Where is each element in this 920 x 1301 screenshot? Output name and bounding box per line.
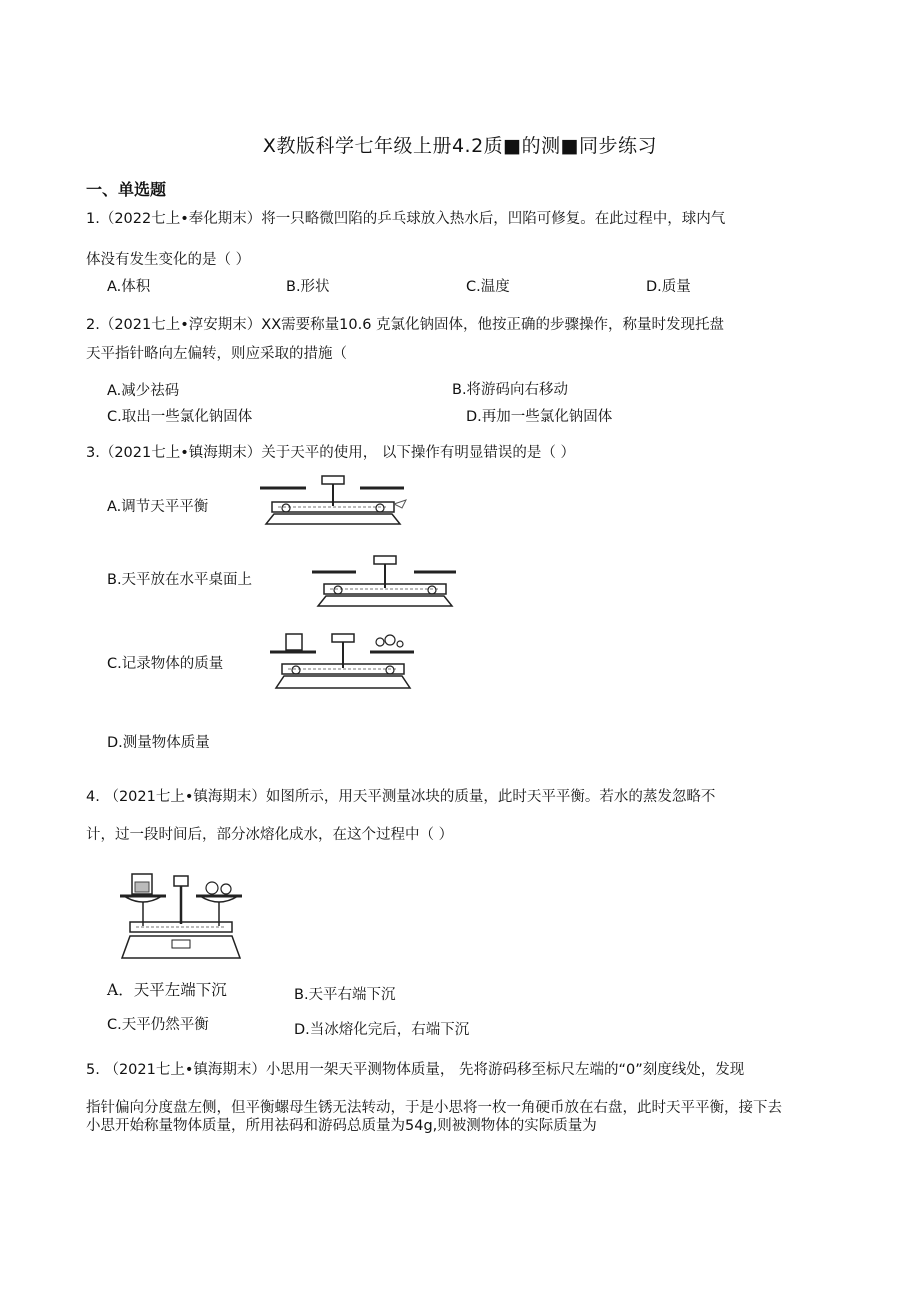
balance-illustration-b	[310, 550, 460, 610]
q4-option-d: D.当冰熔化完后，右端下沉	[294, 1022, 470, 1038]
q1-option-b: B.形状	[286, 279, 330, 295]
q4-option-c: C.天平仍然平衡	[107, 1017, 209, 1033]
balance-illustration-a	[258, 472, 408, 528]
page-title: X教版科学七年级上册4.2质■的测■同步练习	[262, 135, 658, 157]
q2-option-a: A.减少祛码	[107, 383, 180, 399]
q3-option-a: A.调节天平平衡	[107, 499, 209, 515]
q1-option-a: A.体积	[107, 279, 151, 295]
q3-option-c: C.记录物体的质量	[107, 656, 224, 672]
q3-option-d: D.测量物体质量	[107, 735, 210, 751]
q1-stem-line1: 1.（2022七上•奉化期末）将一只略微凹陷的乒乓球放入热水后，凹陷可修复。在此过程中，球内气	[86, 211, 726, 227]
balance-illustration-q4	[116, 866, 246, 966]
q2-stem-line2: 天平指针略向左偏转，则应采取的措施（	[86, 346, 347, 362]
q4-stem-line2: 计，过一段时间后，部分冰熔化成水，在这个过程中（ ）	[86, 827, 454, 843]
q2-option-c: C.取出一些氯化钠固体	[107, 409, 253, 425]
q5-stem-line1: 5. （2021七上•镇海期末）小思用一架天平测物体质量， 先将游码移至标尺左端的“0”刻度线处，发现	[86, 1062, 745, 1078]
q5-stem-line2: 指针偏向分度盘左侧，但平衡螺母生锈无法转动，于是小思将一枚一角硬币放在右盘，此时天平平衡，接下去	[86, 1100, 782, 1116]
q1-stem-line2: 体没有发生变化的是（ ）	[86, 252, 251, 268]
q2-option-d: D.再加一些氯化钠固体	[466, 409, 613, 425]
q1-option-d: D.质量	[646, 279, 691, 295]
section-heading: 一、单选题	[86, 180, 167, 199]
q3-stem-line1: 3.（2021七上•镇海期末）关于天平的使用， 以下操作有明显错误的是（ ）	[86, 445, 576, 461]
q2-option-b: B.将游码向右移动	[452, 382, 569, 398]
q4-option-b: B.天平右端下沉	[294, 987, 396, 1003]
q5-stem-line3: 小思开始称量物体质量，所用祛码和游码总质量为54g,则被测物体的实际质量为	[86, 1118, 597, 1134]
balance-illustration-c	[268, 628, 418, 692]
q4-stem-line1: 4. （2021七上•镇海期末）如图所示，用天平测量冰块的质量，此时天平平衡。若水的蒸发忽略不	[86, 789, 716, 805]
q3-option-b: B.天平放在水平桌面上	[107, 572, 253, 588]
q4-option-a: A．天平左端下沉	[107, 981, 227, 999]
q1-option-c: C.温度	[466, 279, 510, 295]
q2-stem-line1: 2.（2021七上•淳安期末）XX需要称量10.6 克氯化钠固体，他按正确的步骤操作，称量时发现托盘	[86, 317, 725, 333]
